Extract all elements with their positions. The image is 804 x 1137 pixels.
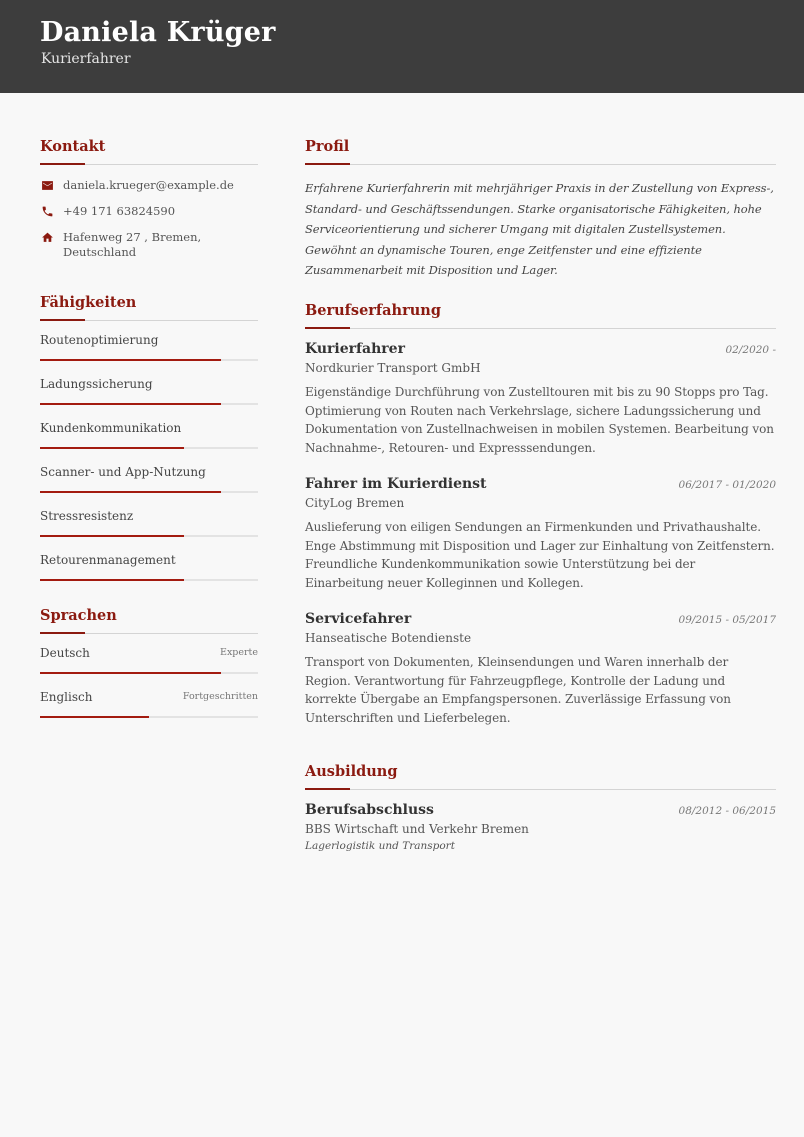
education-date: 08/2012 - 06/2015 bbox=[678, 805, 776, 817]
home-icon bbox=[40, 230, 55, 245]
job-description: Eigenständige Durchführung von Zustelltouren mit bis zu 90 Stopps pro Tag. Optimierung von Routen nach Verkehrslage, sichere Ladungssicherung und Dokumentation von Zustellnachweisen in mobilen Systemen. Bearbeitung von Nachnahme-, Retouren- und Expresssendungen. bbox=[305, 385, 774, 455]
skill-item bbox=[40, 464, 258, 508]
profile-text: Erfahrene Kurierfahrerin mit mehrjähriger Praxis in der Zustellung von Express-, Standard- und Geschäftssendungen. Starke organisatorische Fähigkeiten, hohe Serviceorientierung und sicherer Umgang mit digitalen Zustellsystemen. Gewöhnt an dynamische Touren, enge Zeitfenster und eine effiziente Zusammenarbeit mit Disposition und Lager. bbox=[305, 181, 774, 277]
job-header bbox=[305, 341, 776, 357]
job-description: Auslieferung von eiligen Sendungen an Firmenkunden und Privathaushalte. Enge Abstimmung mit Disposition und Lager zur Einhaltung von Zeitfenstern. Freundliche Kundenkommunikation sowie Unterstützung bei der Einarbeitung neuer Kolleginnen und Kollegen. bbox=[305, 520, 775, 590]
skill-bar-track bbox=[40, 403, 258, 405]
job-header bbox=[305, 611, 776, 627]
mail-icon bbox=[40, 178, 55, 193]
language-label: Deutsch bbox=[40, 646, 90, 660]
languages-section bbox=[40, 607, 258, 733]
job-company: Nordkurier Transport GmbH bbox=[305, 361, 481, 375]
section-divider bbox=[40, 319, 258, 321]
section-divider bbox=[305, 327, 776, 329]
language-item bbox=[40, 645, 258, 689]
skill-label: Scanner- und App-Nutzung bbox=[40, 465, 206, 479]
skill-item bbox=[40, 420, 258, 464]
section-divider bbox=[40, 163, 258, 165]
language-level: Experte bbox=[220, 647, 258, 658]
skill-bar-track bbox=[40, 491, 258, 493]
skill-label: Stressresistenz bbox=[40, 509, 134, 523]
language-level: Fortgeschritten bbox=[182, 691, 258, 702]
resume-header bbox=[0, 0, 804, 93]
skill-bar-track bbox=[40, 579, 258, 581]
language-item bbox=[40, 689, 258, 733]
job-title: Servicefahrer bbox=[305, 611, 412, 627]
experience-section bbox=[305, 302, 776, 727]
skills-title: Fähigkeiten bbox=[40, 294, 137, 311]
job-entry bbox=[305, 476, 776, 592]
contact-email bbox=[40, 178, 258, 193]
education-title: Ausbildung bbox=[305, 763, 398, 780]
language-bar-fill bbox=[40, 672, 221, 674]
job-entry bbox=[305, 611, 776, 727]
skill-item bbox=[40, 508, 258, 552]
skill-bar-fill bbox=[40, 359, 221, 361]
skill-item bbox=[40, 376, 258, 420]
job-description: Transport von Dokumenten, Kleinsendungen und Waren innerhalb der Region. Verantwortung für Fahrzeugpflege, Kontrolle der Ladung und korrekte Übergabe an Empfangspersonen. Zuverlässige Erfassung von Unterschriften und Lieferbelegen. bbox=[305, 655, 731, 725]
language-bar-fill bbox=[40, 716, 149, 718]
education-school: BBS Wirtschaft und Verkehr Bremen bbox=[305, 822, 529, 836]
contact-address bbox=[40, 230, 258, 260]
skill-item bbox=[40, 332, 258, 376]
skill-bar-fill bbox=[40, 491, 221, 493]
job-company: Hanseatische Botendienste bbox=[305, 631, 472, 645]
job-date: 09/2015 - 05/2017 bbox=[678, 614, 776, 626]
job-title: Fahrer im Kurierdienst bbox=[305, 476, 487, 492]
skill-label: Ladungssicherung bbox=[40, 377, 153, 391]
contact-section bbox=[40, 138, 258, 260]
person-name: Daniela Krüger bbox=[40, 17, 276, 48]
education-section bbox=[305, 763, 776, 852]
contact-email-text: daniela.krueger@example.de bbox=[63, 178, 234, 192]
profile-section bbox=[305, 138, 776, 281]
job-date: 02/2020 - bbox=[725, 344, 776, 356]
contact-address-text: Hafenweg 27 , Bremen, Deutschland bbox=[63, 230, 202, 259]
contact-title: Kontakt bbox=[40, 138, 106, 155]
skill-label: Routenoptimierung bbox=[40, 333, 159, 347]
education-field: Lagerlogistik und Transport bbox=[305, 840, 455, 852]
contact-phone-text: +49 171 63824590 bbox=[63, 204, 176, 218]
section-divider bbox=[40, 632, 258, 634]
profile-title: Profil bbox=[305, 138, 350, 155]
person-role: Kurierfahrer bbox=[41, 51, 131, 67]
skill-bar-track bbox=[40, 447, 258, 449]
language-label: Englisch bbox=[40, 690, 93, 704]
education-title: Berufsabschluss bbox=[305, 802, 434, 818]
skill-item bbox=[40, 552, 258, 596]
main-content bbox=[305, 138, 776, 852]
job-entry bbox=[305, 341, 776, 457]
job-company: CityLog Bremen bbox=[305, 496, 405, 510]
section-divider bbox=[305, 163, 776, 165]
job-header bbox=[305, 476, 776, 492]
skill-bar-fill bbox=[40, 447, 184, 449]
education-header bbox=[305, 802, 776, 818]
phone-icon bbox=[40, 204, 55, 219]
education-entry bbox=[305, 802, 776, 852]
experience-title: Berufserfahrung bbox=[305, 302, 441, 319]
skill-label: Kundenkommunikation bbox=[40, 421, 182, 435]
skills-section bbox=[40, 294, 258, 596]
job-date: 06/2017 - 01/2020 bbox=[678, 479, 776, 491]
languages-title: Sprachen bbox=[40, 607, 117, 624]
skill-label: Retourenmanagement bbox=[40, 553, 176, 567]
skill-bar-fill bbox=[40, 535, 184, 537]
skill-bar-track bbox=[40, 359, 258, 361]
language-bar-track bbox=[40, 716, 258, 718]
skill-bar-track bbox=[40, 535, 258, 537]
language-bar-track bbox=[40, 672, 258, 674]
contact-phone bbox=[40, 204, 258, 219]
skill-bar-fill bbox=[40, 403, 221, 405]
section-divider bbox=[305, 788, 776, 790]
skill-bar-fill bbox=[40, 579, 184, 581]
job-title: Kurierfahrer bbox=[305, 341, 405, 357]
sidebar bbox=[40, 138, 258, 704]
